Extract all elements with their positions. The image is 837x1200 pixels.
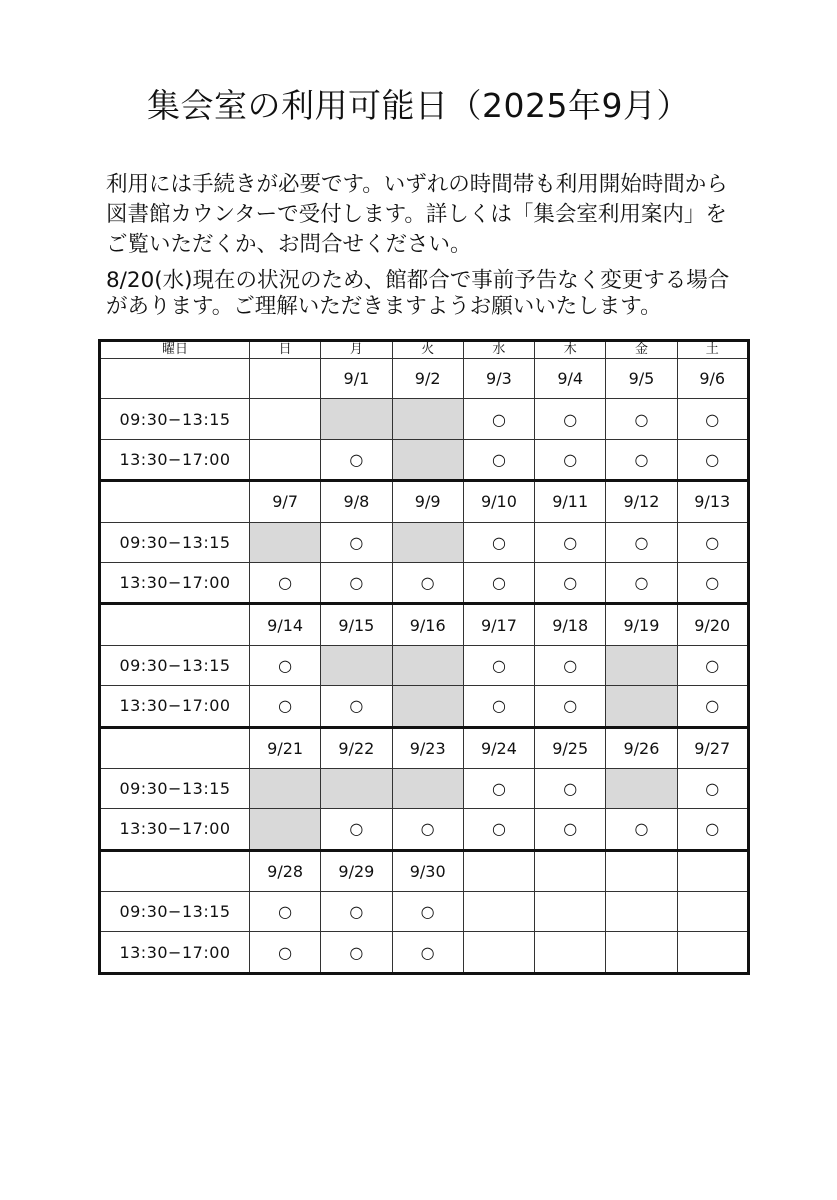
weekday-fri: 金 [606, 341, 677, 359]
available-mark: ○ [535, 686, 606, 727]
available-mark: ○ [392, 932, 463, 973]
available-mark: ○ [535, 522, 606, 562]
time-slot-label: 09:30−13:15 [100, 399, 250, 439]
time-slot-label: 09:30−13:15 [100, 892, 250, 932]
date-row [100, 481, 749, 522]
empty-cell [463, 932, 534, 973]
available-mark: ○ [463, 768, 534, 808]
date-cell: 9/13 [677, 481, 748, 522]
empty-cell [677, 932, 748, 973]
time-slot-label: 13:30−17:00 [100, 562, 250, 603]
date-cell: 9/27 [677, 727, 748, 768]
available-mark: ○ [321, 562, 392, 603]
empty-cell [250, 439, 321, 480]
date-cell: 9/7 [250, 481, 321, 522]
available-mark: ○ [535, 809, 606, 850]
available-mark: ○ [677, 439, 748, 480]
date-cell: 9/26 [606, 727, 677, 768]
date-cell: 9/12 [606, 481, 677, 522]
available-mark: ○ [463, 522, 534, 562]
available-mark: ○ [535, 399, 606, 439]
date-cell: 9/14 [250, 604, 321, 645]
empty-cell [606, 892, 677, 932]
date-row [100, 359, 749, 399]
page-title: 集会室の利用可能日（2025年9月） [147, 86, 690, 125]
available-mark: ○ [250, 932, 321, 973]
date-cell: 9/16 [392, 604, 463, 645]
date-row [100, 850, 749, 891]
available-mark: ○ [321, 892, 392, 932]
time-slot-row [100, 809, 749, 850]
time-slot-label: 13:30−17:00 [100, 686, 250, 727]
time-slot-row [100, 522, 749, 562]
available-mark: ○ [250, 892, 321, 932]
unavailable-cell [321, 399, 392, 439]
available-mark: ○ [606, 522, 677, 562]
available-mark: ○ [677, 562, 748, 603]
date-cell: 9/22 [321, 727, 392, 768]
date-cell: 9/21 [250, 727, 321, 768]
empty-cell [535, 932, 606, 973]
date-cell: 9/24 [463, 727, 534, 768]
available-mark: ○ [463, 809, 534, 850]
empty-cell [250, 399, 321, 439]
weekday-wed: 水 [463, 341, 534, 359]
available-mark: ○ [321, 809, 392, 850]
status-note: 8/20(水)現在の状況のため、館都合で事前予告なく変更する場合があります。ご理解いただきますようお願いいたします。 [106, 268, 730, 319]
available-mark: ○ [677, 686, 748, 727]
available-mark: ○ [250, 686, 321, 727]
date-cell: 9/23 [392, 727, 463, 768]
date-cell: 9/29 [321, 850, 392, 891]
date-cell: 9/10 [463, 481, 534, 522]
date-cell: 9/17 [463, 604, 534, 645]
time-slot-row [100, 562, 749, 603]
time-slot-label: 09:30−13:15 [100, 768, 250, 808]
available-mark: ○ [463, 645, 534, 685]
date-cell: 9/5 [606, 359, 677, 399]
available-mark: ○ [463, 686, 534, 727]
unavailable-cell [606, 768, 677, 808]
date-row-label [100, 481, 250, 522]
available-mark: ○ [535, 645, 606, 685]
weekday-tue: 火 [392, 341, 463, 359]
date-cell: 9/30 [392, 850, 463, 891]
unavailable-cell [250, 522, 321, 562]
available-mark: ○ [606, 439, 677, 480]
date-cell: 9/15 [321, 604, 392, 645]
unavailable-cell [250, 809, 321, 850]
empty-cell [677, 892, 748, 932]
available-mark: ○ [535, 768, 606, 808]
time-slot-label: 09:30−13:15 [100, 522, 250, 562]
available-mark: ○ [392, 562, 463, 603]
empty-cell [463, 892, 534, 932]
unavailable-cell [606, 686, 677, 727]
date-cell [250, 359, 321, 399]
date-cell: 9/11 [535, 481, 606, 522]
unavailable-cell [392, 686, 463, 727]
date-cell: 9/6 [677, 359, 748, 399]
time-slot-label: 13:30−17:00 [100, 932, 250, 973]
available-mark: ○ [535, 439, 606, 480]
available-mark: ○ [392, 809, 463, 850]
weekday-header-label: 曜日 [100, 341, 250, 359]
date-cell: 9/18 [535, 604, 606, 645]
time-slot-label: 13:30−17:00 [100, 809, 250, 850]
unavailable-cell [321, 768, 392, 808]
available-mark: ○ [677, 768, 748, 808]
unavailable-cell [392, 522, 463, 562]
unavailable-cell [321, 645, 392, 685]
empty-cell [535, 892, 606, 932]
date-cell: 9/9 [392, 481, 463, 522]
date-row [100, 604, 749, 645]
unavailable-cell [392, 439, 463, 480]
unavailable-cell [250, 768, 321, 808]
weekday-thu: 木 [535, 341, 606, 359]
weekday-header-row [100, 341, 749, 359]
date-cell: 9/1 [321, 359, 392, 399]
weekday-sat: 土 [677, 341, 748, 359]
date-cell: 9/28 [250, 850, 321, 891]
available-mark: ○ [677, 809, 748, 850]
available-mark: ○ [463, 562, 534, 603]
availability-calendar [98, 339, 750, 975]
date-cell [463, 850, 534, 891]
time-slot-label: 13:30−17:00 [100, 439, 250, 480]
date-cell: 9/8 [321, 481, 392, 522]
date-cell: 9/4 [535, 359, 606, 399]
date-cell: 9/20 [677, 604, 748, 645]
time-slot-label: 09:30−13:15 [100, 645, 250, 685]
available-mark: ○ [677, 645, 748, 685]
available-mark: ○ [606, 562, 677, 603]
date-cell: 9/19 [606, 604, 677, 645]
date-cell [606, 850, 677, 891]
time-slot-row [100, 399, 749, 439]
unavailable-cell [392, 645, 463, 685]
available-mark: ○ [250, 645, 321, 685]
available-mark: ○ [321, 439, 392, 480]
usage-note: 利用には手続きが必要です。いずれの時間帯も利用開始時間から図書館カウンターで受付します。詳しくは「集会室利用案内」をご覧いただくか、お問合せください。 [106, 172, 728, 257]
available-mark: ○ [321, 522, 392, 562]
time-slot-row [100, 768, 749, 808]
empty-cell [606, 932, 677, 973]
date-row-label [100, 850, 250, 891]
date-row [100, 727, 749, 768]
available-mark: ○ [321, 932, 392, 973]
available-mark: ○ [606, 809, 677, 850]
available-mark: ○ [321, 686, 392, 727]
weekday-mon: 月 [321, 341, 392, 359]
available-mark: ○ [463, 399, 534, 439]
available-mark: ○ [250, 562, 321, 603]
date-cell: 9/25 [535, 727, 606, 768]
weekday-sun: 日 [250, 341, 321, 359]
date-cell [535, 850, 606, 891]
date-row-label [100, 359, 250, 399]
available-mark: ○ [606, 399, 677, 439]
time-slot-row [100, 645, 749, 685]
available-mark: ○ [677, 399, 748, 439]
time-slot-row [100, 892, 749, 932]
available-mark: ○ [535, 562, 606, 603]
date-cell [677, 850, 748, 891]
time-slot-row [100, 439, 749, 480]
time-slot-row [100, 932, 749, 973]
date-row-label [100, 727, 250, 768]
available-mark: ○ [677, 522, 748, 562]
time-slot-row [100, 686, 749, 727]
date-row-label [100, 604, 250, 645]
unavailable-cell [392, 768, 463, 808]
unavailable-cell [392, 399, 463, 439]
available-mark: ○ [392, 892, 463, 932]
date-cell: 9/2 [392, 359, 463, 399]
date-cell: 9/3 [463, 359, 534, 399]
available-mark: ○ [463, 439, 534, 480]
unavailable-cell [606, 645, 677, 685]
